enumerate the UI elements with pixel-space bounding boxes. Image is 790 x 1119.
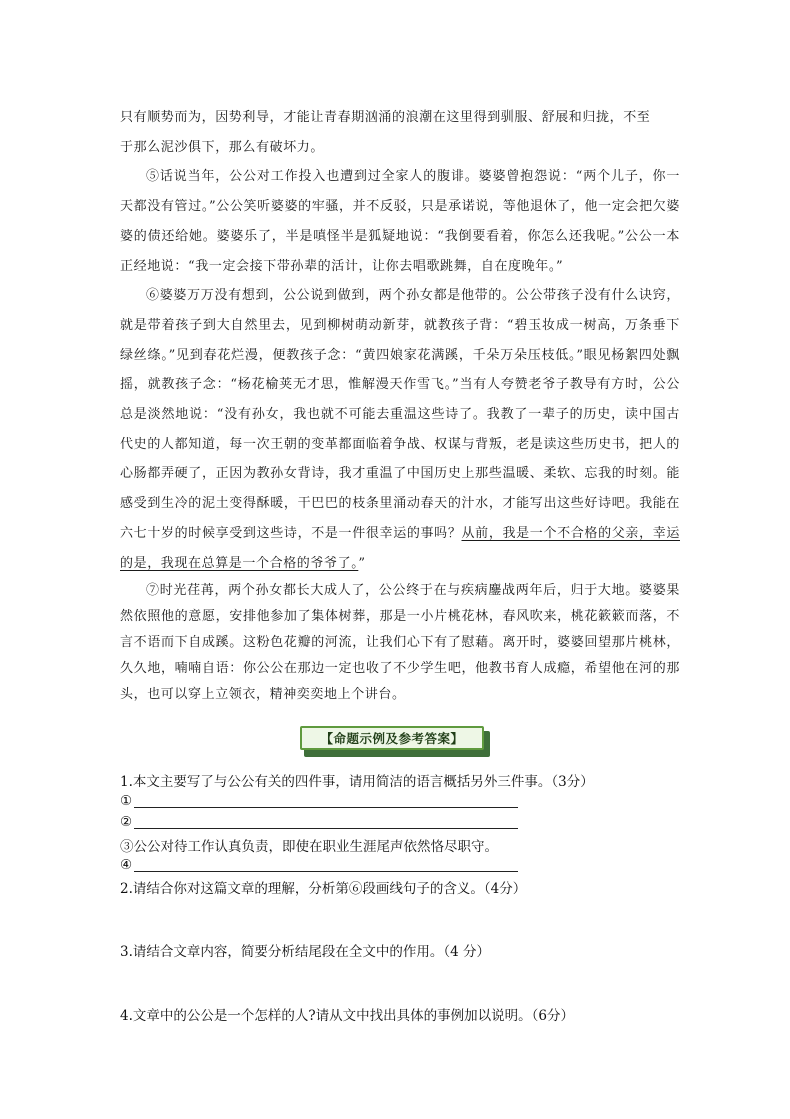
question-2: 2.请结合你对这篇文章的理解，分析第⑥段画线句子的含义。（4分） [120,881,527,897]
answer-line-1-rule[interactable] [134,806,518,808]
answer-line-2-marker: ② [120,814,133,830]
answer-line-1-marker: ① [120,793,133,809]
paragraph-continued-line-1: 只有顺势而为，因势利导，才能让青春期汹涌的浪潮在这里得到驯服、舒展和归拢，不至 [120,110,651,125]
paragraph-7: ⑦时光荏苒，两个孙女都长大成人了，公公终于在与疾病鏖战两年后，归于大地。婆婆果然依照他的意愿，安排他参加了集体树葬，那是一小片桃花林，春风吹来，桃花簌簌而落，不言不语而下自成蹊。这粉色花瓣的河流，让我们心下有了慰藉。离开时，婆婆回望那片桃林，久久地，喃喃自语：你公公在那边一定也收了不少学生吧，他教书育人成瘾，希望他在河的那头，也可以穿上立领衣，精神奕奕地上个讲台。 [120,583,680,703]
answer-line-4-marker: ④ [120,857,133,873]
answer-item-3: ③公公对待工作认真负责，即使在职业生涯尾声依然恪尽职守。 [120,839,498,855]
paragraph-continued-line-2: 于那么泥沙俱下，那么有破坏力。 [120,139,325,155]
section-banner [300,726,492,756]
question-1: 1.本文主要写了与公公有关的四件事，请用简洁的语言概括另外三件事。（3分） [120,774,594,790]
answer-line-4 [120,857,518,873]
banner-label: 【命题示例及参考答案】 [300,726,484,750]
paragraph-5: ⑤话说当年，公公对工作投入也遭到过全家人的腹诽。婆婆曾抱怨说：“两个儿子，你一天都没有管过。”公公笑听婆婆的牢骚，并不反驳，只是承诺说，等他退休了，他一定会把欠婆婆的债还给她。婆婆乐了，半是嗔怪半是狐疑地说：“我倒要看着，你怎么还我呢。”公公一本正经地说：“我一定会接下带孙辈的活计，让你去唱歌跳舞，自在度晚年。” [120,169,680,274]
underlined-sentence: 从前，我是一个不合格的父亲，幸运的是，我现在总算是一个合格的爷爷了。 [120,525,680,571]
reading-passage [120,103,680,708]
paragraph-6-text: ⑥婆婆万万没有想到，公公说到做到，两个孙女都是他带的。公公带孩子没有什么诀窍，就是带着孩子到大自然里去，见到柳树萌动新芽，就教孩子背：“碧玉妆成一树高，万条垂下绿丝绦。”见到春花烂漫，便教孩子念：“黄四娘家花满蹊，千朵万朵压枝低。”眼见杨絮四处飘摇，就教孩子念：“杨花榆荚无才思，惟解漫天作雪飞。”当有人夸赞老爷子教导有方时，公公总是淡然地说：“没有孙女，我也就不可能去重温这些诗了。我教了一辈子的历史，读中国古代史的人都知道，每一次王朝的变革都面临着争战、权谋与背叛，老是读这些历史书，把人的心肠都弄硬了，正因为教孙女背诗，我才重温了中国历史上那些温暖、柔软、忘我的时刻。能感受到生冷的泥土变得酥暖，干巴巴的枝条里涌动春天的汁水，才能写出这些好诗吧。我能在六七十岁的时候享受到这些诗，不是一件很幸运的事吗？ [120,288,680,541]
answer-line-4-rule[interactable] [134,870,518,872]
answer-line-1 [120,793,518,809]
paragraph-6-close-quote: ” [358,555,366,571]
question-3: 3.请结合文章内容，简要分析结尾段在全文中的作用。（4 分） [120,944,491,960]
paragraph-continued [120,103,680,162]
answer-line-2 [120,814,518,830]
paragraph-6 [120,281,680,578]
question-4: 4.文章中的公公是一个怎样的人?请从文中找出具体的事例加以说明。（6分） [120,1008,574,1024]
answer-line-2-rule[interactable] [134,827,518,829]
